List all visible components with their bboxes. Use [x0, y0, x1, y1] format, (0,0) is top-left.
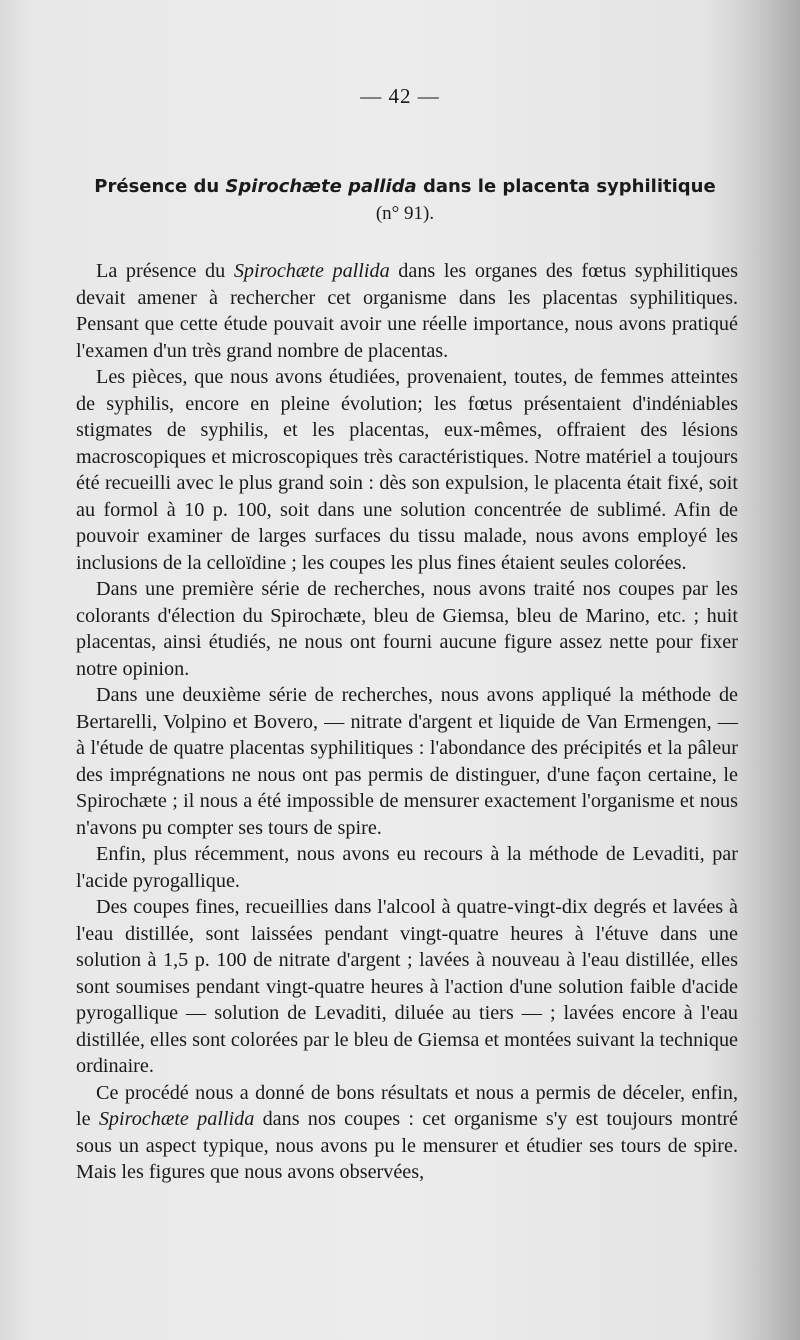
species-name-italic: Spirochæte pallida — [233, 260, 390, 282]
paragraph-text: Ce procédé nous a donné de bons résultats et nous a permis de déceler, enfin, le — [76, 1081, 738, 1130]
paragraph-5 — [76, 841, 738, 894]
section-heading — [70, 173, 740, 227]
page-number: — 42 — — [360, 84, 440, 108]
heading-species-name: Spirochæte pallida — [225, 176, 417, 197]
heading-prefix: Présence du — [94, 176, 226, 197]
paragraph-6 — [76, 894, 738, 1080]
species-name-italic: Spirochæte pallida — [98, 1108, 255, 1130]
paragraph-text: Enfin, plus récemment, nous avons eu recours à la méthode de Levaditi, par l'acide pyrogallique. — [76, 843, 738, 892]
heading-observation-number: (n° 91). — [375, 203, 435, 224]
paragraph-2 — [76, 364, 738, 576]
paragraph-4 — [76, 682, 738, 841]
paragraph-text: Des coupes fines, recueillies dans l'alcool à quatre-vingt-dix degrés et lavées à l'eau distillée, sont laissées pendant vingt-quatre heures à l'étuve dans une solution à 1,5 p. 100 de nitrate d'argent ; lavées à nouveau à l'eau distillée, elles sont soumises pendant vingt-quatre heures à l'action d'une solution faible d'acide pyrogallique — solution de Levaditi, diluée au tiers — ; lavées encore à l'eau distillée, elles sont colorées par le bleu de Giemsa et montées suivant la technique ordinaire. — [76, 896, 738, 1077]
paragraph-text: Les pièces, que nous avons étudiées, provenaient, toutes, de femmes atteintes de syphilis, encore en pleine évolution; les fœtus présentaient d'indéniables stigmates de syphilis, et les placentas, eux-mêmes, offraient des lésions macroscopiques et microscopiques très caractéristiques. Notre matériel a toujours été recueilli avec le plus grand soin : dès son expulsion, le placenta était fixé, soit au formol à 10 p. 100, soit dans une solution concentrée de sublimé. Afin de pouvoir examiner de larges surfaces du tissu malade, nous avons employé les inclusions de la celloïdine ; les coupes les plus fines étaient seules colorées. — [76, 366, 738, 574]
page-edge-shadow — [740, 0, 800, 1340]
paragraph-text: dans les organes des fœtus syphilitiques devait amener à rechercher cet organisme dans les placentas syphilitiques. Pensant que cette étude pouvait avoir une réelle importance, nous avons pratiqué l'examen d'un très grand nombre de placentas. — [76, 260, 738, 362]
paragraph-1 — [76, 258, 738, 364]
paragraph-text: Dans une première série de recherches, nous avons traité nos coupes par les colorants d'élection du Spirochæte, bleu de Giemsa, bleu de Marino, etc. ; huit placentas, ainsi étudiés, ne nous ont fourni aucune figure assez nette pour fixer notre opinion. — [76, 578, 738, 680]
body-text — [76, 258, 738, 1186]
heading-suffix: dans le placenta syphilitique — [416, 176, 716, 197]
paragraph-text: dans nos coupes : cet organisme s'y est toujours montré sous un aspect typique, nous avons pu le mensurer et étudier ses tours de spire. Mais les figures que nous avons observées, — [76, 1108, 738, 1183]
paragraph-text: Dans une deuxième série de recherches, nous avons appliqué la méthode de Bertarelli, Volpino et Bovero, — nitrate d'argent et liquide de Van Ermengen, — à l'étude de quatre placentas syphilitiques : l'abondance des précipités et la pâleur des imprégnations ne nous ont pas permis de distinguer, d'une façon certaine, le Spirochæte ; il nous a été impossible de mensurer exactement l'organisme et nous n'avons pu compter ses tours de spire. — [76, 684, 738, 839]
heading-line-1 — [70, 173, 740, 200]
paragraph-7 — [76, 1080, 738, 1186]
paragraph-3 — [76, 576, 738, 682]
paragraph-text: La présence du — [96, 260, 234, 282]
